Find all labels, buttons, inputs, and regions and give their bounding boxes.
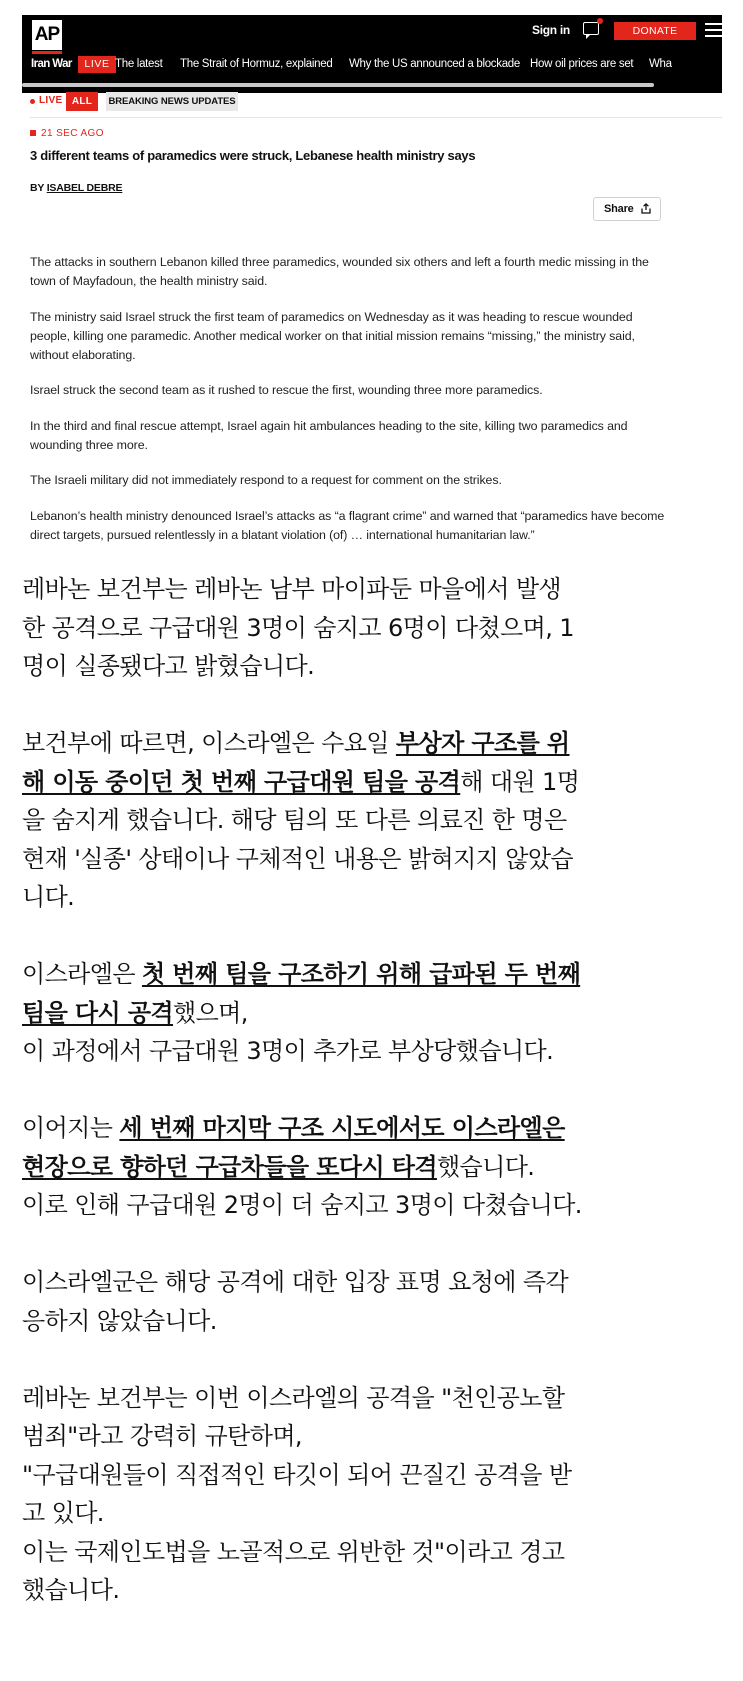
site-header — [22, 15, 722, 93]
korean-line: 명이 실종됐다고 밝혔습니다. — [22, 652, 315, 680]
korean-line: 했습니다. — [22, 1576, 120, 1604]
timestamp-marker-icon — [30, 130, 36, 136]
article-body-english — [30, 253, 670, 561]
korean-text: 이어지는 — [22, 1114, 120, 1142]
korean-line: 이로 인해 구급대원 2명이 더 숨지고 3명이 다쳤습니다. — [22, 1191, 582, 1219]
korean-emphasis: 해 이동 중이던 첫 번째 구급대원 팀을 공격 — [22, 767, 461, 796]
korean-paragraph — [22, 1263, 722, 1340]
filter-breaking-news-button[interactable]: BREAKING NEWS UPDATES — [106, 92, 238, 111]
korean-emphasis: 부상자 구조를 위 — [395, 729, 570, 757]
sign-in-link[interactable]: Sign in — [532, 23, 570, 37]
korean-line — [22, 955, 722, 994]
share-button[interactable] — [593, 197, 661, 221]
korean-line: 레바논 보건부는 레바논 남부 마이파둔 마을에서 발생 — [22, 575, 562, 603]
nav-link-more[interactable]: Wha — [649, 58, 672, 70]
post-timestamp: 21 SEC AGO — [41, 128, 104, 139]
korean-line — [22, 994, 722, 1033]
divider — [30, 117, 722, 118]
author-link[interactable]: ISABEL DEBRE — [46, 182, 123, 194]
filter-all-button[interactable]: ALL — [66, 92, 98, 111]
korean-line — [22, 724, 722, 763]
share-label: Share — [604, 203, 634, 215]
nav-link-strait-of-hormuz[interactable]: The Strait of Hormuz, explained — [180, 58, 333, 70]
korean-text: 했으며, — [173, 998, 248, 1027]
article-paragraph: The ministry said Israel struck the first team of paramedics on Wednesday as it was heading to rescue wounded people, killing one paramedic. Another medical worker on that initial mission remains “missing,” the ministry said, without elaborating. — [30, 309, 635, 362]
korean-text: 이스라엘은 — [22, 960, 142, 988]
korean-line — [22, 1109, 722, 1148]
korean-emphasis: 첫 번째 팀을 구조하기 위해 급파된 두 번째 — [141, 960, 581, 988]
korean-emphasis: 세 번째 마지막 구조 시도에서도 이스라엘은 — [119, 1114, 565, 1142]
korean-line: 한 공격으로 구급대원 3명이 숨지고 6명이 다쳤으며, 1 — [22, 613, 574, 642]
korean-paragraph — [22, 1109, 722, 1225]
share-icon — [641, 203, 651, 214]
nav-link-oil-prices[interactable]: How oil prices are set — [530, 58, 634, 70]
korean-line: 니다. — [22, 883, 75, 911]
korean-text: 보건부에 따르면, 이스라엘은 수요일 — [22, 729, 396, 757]
byline-prefix: BY — [30, 182, 44, 194]
byline — [30, 182, 122, 194]
korean-paragraph — [22, 570, 722, 686]
korean-paragraph — [22, 1379, 722, 1610]
live-label: LIVE — [39, 95, 63, 106]
korean-line: 응하지 않았습니다. — [22, 1306, 217, 1335]
korean-line: 범죄"라고 강력히 규탄하며, — [22, 1422, 302, 1450]
topic-nav — [22, 56, 722, 80]
article-paragraph: Lebanon’s health ministry denounced Israel’s attacks as “a flagrant crime” and warned that “paramedics have become direct targets, pursued relentlessly in a blatant violation (of) … international humanitarian law.” — [30, 508, 665, 542]
korean-paragraph — [22, 955, 722, 1071]
donate-button[interactable]: DONATE — [614, 22, 696, 40]
korean-line: 고 있다. — [22, 1499, 104, 1527]
article-paragraph: The Israeli military did not immediately respond to a request for comment on the strikes. — [30, 473, 502, 487]
article-paragraph: In the third and final rescue attempt, Israel again hit ambulances heading to the site, killing two paramedics and wounding three more. — [30, 418, 628, 452]
article-paragraph: Israel struck the second team as it rushed to rescue the first, wounding three more paramedics. — [30, 383, 543, 397]
korean-text: 해 대원 1명 — [460, 767, 580, 796]
korean-line: 이는 국제인도법을 노골적으로 위반한 것"이라고 경고 — [22, 1537, 565, 1566]
korean-line: "구급대원들이 직접적인 타깃이 되어 끈질긴 공격을 받 — [22, 1460, 572, 1489]
korean-line — [22, 763, 722, 802]
korean-text: 했습니다. — [436, 1152, 535, 1181]
chat-icon[interactable] — [583, 22, 599, 35]
nav-link-blockade[interactable]: Why the US announced a blockade — [349, 58, 520, 70]
korean-line: 이스라엘군은 해당 공격에 대한 입장 표명 요청에 즉각 — [22, 1268, 569, 1296]
korean-emphasis: 현장으로 향하던 구급차들을 또다시 타격 — [22, 1152, 437, 1181]
korean-line: 을 숨지게 했습니다. 해당 팀의 또 다른 의료진 한 명은 — [22, 806, 567, 834]
nav-scrollbar[interactable] — [22, 83, 654, 87]
post-headline: 3 different teams of paramedics were struck, Lebanese health ministry says — [30, 148, 476, 163]
korean-paragraph — [22, 724, 722, 917]
korean-translation — [22, 570, 722, 1648]
korean-line: 현재 '실종' 상태이나 구체적인 내용은 밝혀지지 않았습 — [22, 844, 574, 873]
ap-logo[interactable]: AP — [32, 20, 62, 50]
live-badge[interactable]: LIVE — [78, 56, 116, 73]
korean-line — [22, 1148, 722, 1187]
korean-line: 이 과정에서 구급대원 3명이 추가로 부상당했습니다. — [22, 1037, 554, 1065]
korean-emphasis: 팀을 다시 공격 — [22, 998, 174, 1027]
section-label[interactable]: Iran War — [31, 58, 72, 70]
hamburger-menu-icon[interactable] — [705, 23, 723, 37]
korean-line: 레바논 보건부는 이번 이스라엘의 공격을 "천인공노할 — [22, 1383, 565, 1412]
live-dot-icon — [30, 99, 35, 104]
nav-link-latest[interactable]: The latest — [115, 58, 163, 70]
article-paragraph: The attacks in southern Lebanon killed three paramedics, wounded six others and left a fourth medic missing in the town of Mayfadoun, the health ministry said. — [30, 255, 649, 288]
